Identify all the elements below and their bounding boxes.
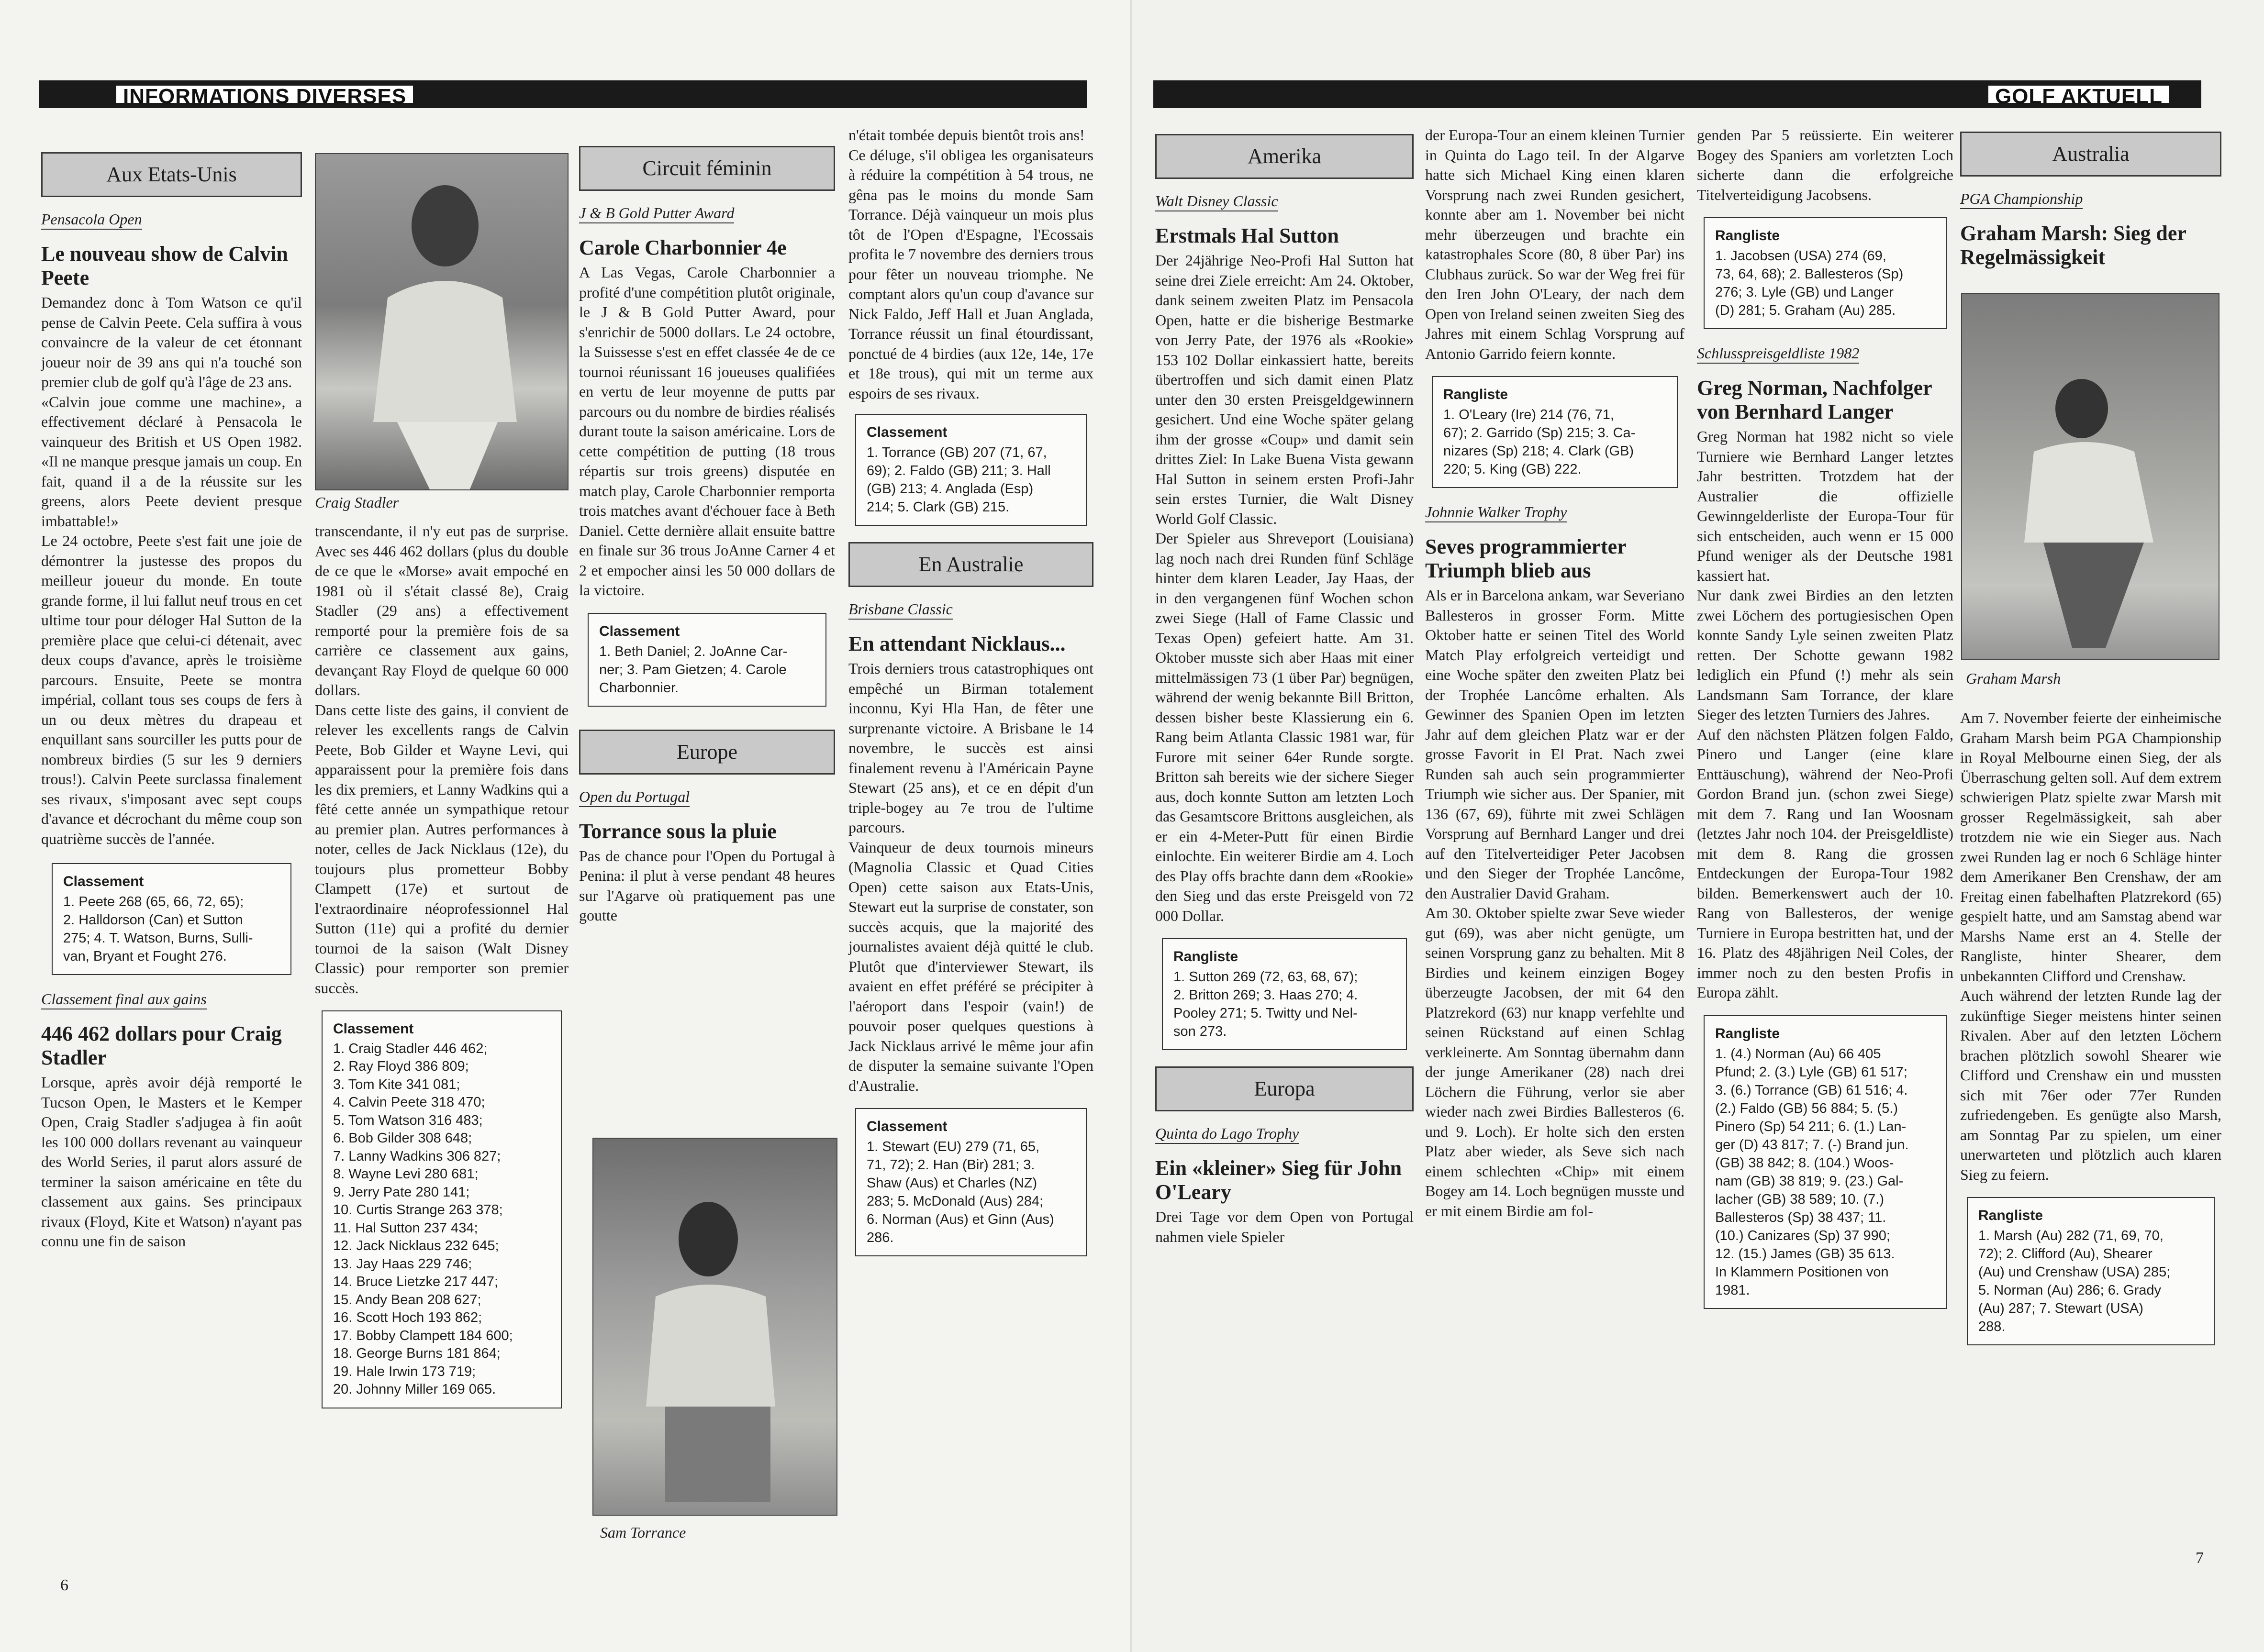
ranking-row: 276; 3. Lyle (GB) und Langer bbox=[1715, 285, 1894, 300]
ranking-row: 10. Curtis Strange 263 378; bbox=[333, 1202, 503, 1218]
paragraph: «Calvin joue comme une machine», a effectivement déclaré à Pensacola le vainqueur des British et US Open 1982. «Il ne manque presque jamais un coup. En fait, quand il a de la réussite sur les greens, alors Peete devient presque imbattable!» bbox=[41, 393, 302, 530]
section-title: GOLF AKTUELL bbox=[1986, 83, 2172, 105]
ranking-row: 1. O'Leary (Ire) 214 (76, 71, bbox=[1443, 407, 1614, 422]
ranking-row: son 273. bbox=[1173, 1024, 1227, 1039]
ranking-box bbox=[1162, 938, 1407, 1050]
photo-craig-stadler bbox=[315, 153, 569, 490]
ranking-row: (GB) 213; 4. Anglada (Esp) bbox=[867, 481, 1034, 497]
ranking-row: 67); 2. Garrido (Sp) 215; 3. Ca- bbox=[1443, 425, 1636, 441]
ranking-row: 288. bbox=[1978, 1319, 2006, 1334]
ranking-row: In Klammern Positionen von bbox=[1715, 1264, 1889, 1280]
paragraph: Nur dank zwei Birdies an den letzten zwei Löchern des portugiesischen Open konnte Sandy Lyle seinen zweiten Platz retten. Der Schotte gewann 1982 lediglich ein Pfund (!) mehr als sein Landsmann Sam Torrance, der klare Sieger des letzten Turniers des Jahres. bbox=[1697, 587, 1953, 723]
ranking-row: (D) 281; 5. Graham (Au) 285. bbox=[1715, 303, 1896, 318]
ranking-row: 8. Wayne Levi 280 681; bbox=[333, 1166, 479, 1182]
ranking-row: 1981. bbox=[1715, 1282, 1750, 1298]
ranking-row: 3. Tom Kite 341 081; bbox=[333, 1076, 460, 1092]
category-label: Brisbane Classic bbox=[848, 599, 953, 620]
paragraph: transcendante, il n'y eut pas de surprise. Avec ses 446 462 dollars (plus du double de ce que le «Morse» avait empoché en 1981 où il s'était classé 8e), Craig Stadler (29 ans) a effectivement remporté pour la première fois de sa carrière ce classement aux gains, devançant Ray Floyd de quelque 60 000 dollars. bbox=[315, 522, 569, 698]
ranking-title: Rangliste bbox=[1715, 1025, 1780, 1042]
region-box: En Australie bbox=[848, 542, 1093, 587]
ranking-box bbox=[1967, 1197, 2215, 1345]
paragraph: Trois derniers trous catastrophiques ont empêché un Birman totalement inconnu, Kyi Hla Han, de fêter une surprenante victoire. A Brisbane le 14 novembre, le succès est ainsi finalement revenu à l'Américain Payne Stewart (25 ans), et ce en dépit d'un triple-bogey au 7e trou de l'ultime parcours. bbox=[848, 660, 1093, 836]
ranking-box bbox=[855, 1108, 1087, 1256]
ranking-row: 1. (4.) Norman (Au) 66 405 bbox=[1715, 1046, 1881, 1062]
ranking-row: 16. Scott Hoch 193 862; bbox=[333, 1310, 482, 1325]
ranking-row: 220; 5. King (GB) 222. bbox=[1443, 462, 1582, 477]
paragraph: n'était tombée depuis bientôt trois ans! bbox=[848, 126, 1085, 144]
ranking-row: 283; 5. McDonald (Aus) 284; bbox=[867, 1194, 1044, 1209]
golfer-silhouette-icon bbox=[593, 1139, 837, 1516]
category-label: Pensacola Open bbox=[41, 210, 142, 230]
ranking-row: 9. Jerry Pate 280 141; bbox=[333, 1184, 470, 1200]
ranking-row: Pinero (Sp) 54 211; 6. (1.) Lan- bbox=[1715, 1119, 1907, 1134]
paragraph: genden Par 5 reüssierte. Ein weiterer Bogey des Spaniers am vorletzten Loch sicherte dann die erfolgreiche Titelverteidigung Jacobsens. bbox=[1697, 126, 1953, 203]
column-1 bbox=[41, 152, 302, 1252]
column-4 bbox=[1960, 132, 2221, 272]
paragraph: Dans cette liste des gains, il convient de relever les excellents rangs de Calvin Peete, Bob Gilder et Wayne Levi, qui apparaissent pour la première fois dans les dix premiers, et Lanny Wadkins qui a fêté cette année un sympathique retour au premier plan. Autres performances à noter, celles de Jack Nicklaus (12e), du toujours plus prometteur Bobby Clampett (17e) et surtout de l'extraordinaire néoprofessionnel Hal Sutton (11e) qui a profité du dernier tournoi de la saison (Walt Disney Classic) pour remporter son premier succès. bbox=[315, 701, 569, 997]
page-number: 7 bbox=[2196, 1549, 2204, 1567]
column-2 bbox=[1425, 125, 1684, 1221]
golfer-silhouette-icon bbox=[316, 154, 569, 490]
ranking-row: 1. Craig Stadler 446 462; bbox=[333, 1041, 488, 1056]
ranking-box bbox=[52, 863, 291, 975]
column-4-body bbox=[1960, 708, 2221, 1345]
paragraph: Als er in Barcelona ankam, war Severiano Ballesteros in grosser Form. Mitte Oktober hatte er seinen Titel des World Match Play erfolgreich verteidigt und eine Woche später den zweiten Platz bei der Trophée Lancôme erhalten. Als Gewinner des Spanien Open im letzten Jahr auf dem gleichen Platz war er der grosse Favorit in El Prat. Nach zwei Runden sah auch sein programmierter Triumph wie sicher aus. Der Spanier, mit 136 (67, 69), führte mit zwei Schlägen Vorsprung auf Bernhard Langer und drei auf den Titelverteidiger Peter Jacobsen und den Sieger der Trophée Lancôme, den Australier David Graham. bbox=[1425, 587, 1684, 902]
ranking-row: Pooley 271; 5. Twitty und Nel- bbox=[1173, 1006, 1358, 1021]
ranking-row: 214; 5. Clark (GB) 215. bbox=[867, 499, 1010, 515]
ranking-row: nizares (Sp) 218; 4. Clark (GB) bbox=[1443, 443, 1634, 459]
ranking-row: Pfund; 2. (3.) Lyle (GB) 61 517; bbox=[1715, 1064, 1907, 1080]
headline: Graham Marsh: Sieg der Regelmässigkeit bbox=[1960, 222, 2186, 269]
ranking-row: 12. Jack Nicklaus 232 645; bbox=[333, 1238, 499, 1253]
ranking-box bbox=[1704, 217, 1947, 329]
headline: Torrance sous la pluie bbox=[579, 819, 777, 843]
region-box: Europe bbox=[579, 730, 835, 775]
region-box: Circuit féminin bbox=[579, 146, 835, 191]
category-label: Quinta do Lago Trophy bbox=[1155, 1124, 1299, 1144]
ranking-row: 4. Calvin Peete 318 470; bbox=[333, 1095, 485, 1110]
column-4 bbox=[848, 125, 1093, 1256]
ranking-row: 14. Bruce Lietzke 217 447; bbox=[333, 1274, 499, 1289]
ranking-title: Classement bbox=[63, 874, 144, 889]
ranking-title: Classement bbox=[867, 424, 948, 440]
paragraph: Demandez donc à Tom Watson ce qu'il pense de Calvin Peete. Cela suffira à vous convaincre de la valeur de cet étonnant joueur noir de 39 ans qui n'a touché son premier club de golf qu'à l'âge de 23 ans. bbox=[41, 294, 302, 390]
paragraph: Greg Norman hat 1982 nicht so viele Turniere wie Bernhard Langer letztes Jahr bestritten. Trotzdem hat der Australier die offizielle Gewinngelderliste der Europa-Tour für sich entscheiden, auch wenn er 15 000 Pfund weniger als der Deutsche 1981 kassiert hat. bbox=[1697, 428, 1953, 584]
ranking-row: Ballesteros (Sp) 38 437; 11. bbox=[1715, 1209, 1886, 1225]
ranking-row: nam (GB) 38 819; 9. (23.) Gal- bbox=[1715, 1173, 1904, 1189]
headline: Seves programmierter Triumph blieb aus bbox=[1425, 535, 1626, 582]
paragraph: Pas de chance pour l'Open du Portugal à Penina: il plut à verse pendant 48 heures sur l'Agarve où pratiquement pas une goutte bbox=[579, 847, 835, 924]
ranking-row: 19. Hale Irwin 173 719; bbox=[333, 1364, 476, 1379]
headline: Erstmals Hal Sutton bbox=[1155, 224, 1339, 247]
category-label: Open du Portugal bbox=[579, 787, 690, 807]
photo-caption: Craig Stadler bbox=[315, 494, 399, 511]
column-2 bbox=[315, 521, 569, 1408]
ranking-title: Classement bbox=[867, 1119, 948, 1134]
ranking-row: 6. Bob Gilder 308 648; bbox=[333, 1131, 472, 1146]
ranking-row: 5. Norman (Au) 286; 6. Grady bbox=[1978, 1283, 2161, 1298]
headline: Carole Charbonnier 4e bbox=[579, 236, 787, 259]
ranking-row: 1. Torrance (GB) 207 (71, 67, bbox=[867, 445, 1047, 460]
ranking-row: 2. Ray Floyd 386 809; bbox=[333, 1059, 469, 1074]
ranking-row: (2.) Faldo (GB) 56 884; 5. (5.) bbox=[1715, 1100, 1898, 1116]
ranking-row: 13. Jay Haas 229 746; bbox=[333, 1256, 472, 1272]
ranking-row: van, Bryant et Fought 276. bbox=[63, 949, 227, 964]
ranking-row: (GB) 38 842; 8. (104.) Woos- bbox=[1715, 1155, 1894, 1171]
ranking-title: Classement bbox=[333, 1021, 414, 1037]
ranking-row: 3. (6.) Torrance (GB) 61 516; 4. bbox=[1715, 1082, 1908, 1098]
ranking-title: Rang​liste bbox=[1443, 387, 1508, 402]
paragraph: Lorsque, après avoir déjà remporté le Tucson Open, le Masters et le Kemper Open, Craig Stadler s'adjugea à fin août les 100 000 dollars revenant au vainqueur des World Series, il parut alors assuré de terminer la saison américaine en tête du classement aux gains. Ses principaux rivaux (Floyd, Kite et Watson) n'ayant pas connu une fin de saison bbox=[41, 1074, 302, 1250]
headline: Le nouveau show de Calvin Peete bbox=[41, 242, 288, 289]
paragraph: Am 30. Oktober spielte zwar Seve wieder gut (69), was aber nicht genügte, um seinen Vorsprung ganz zu behalten. Mit 8 Birdies und keinem einzigen Bogey überzeugte Jacobsen, der mit 64 den Platzrekord (63) nur knapp verfehlte und seinen Rückstand auf einen Schlag verkleinerte. Am Sonntag übernahm dann der junge Amerikaner (28) nach drei Löchern die Führung, verlor sie aber wieder nach zwei Birdies Ballesteros (6. und 9. Loch). Er holte sich den ersten Platz aber wieder, als Seve sich nach einem schlechten «Chip» mit einem Bogey am 14. Loch begnügen musste und er mit einem Birdie am fol- bbox=[1425, 904, 1684, 1220]
ranking-row: 6. Norman (Aus) et Ginn (Aus) bbox=[867, 1212, 1054, 1227]
ranking-row: 17. Bobby Clampett 184 600; bbox=[333, 1328, 513, 1343]
ranking-row: 1. Marsh (Au) 282 (71, 69, 70, bbox=[1978, 1228, 2164, 1243]
category-label: J & B Gold Putter Award bbox=[579, 203, 734, 223]
ranking-row: 71, 72); 2. Han (Bir) 281; 3. bbox=[867, 1157, 1035, 1173]
paragraph: Der Spieler aus Shreveport (Louisiana) lag noch nach drei Runden fünf Schläge hinter dem klaren Leader, Jay Haas, der in den vergangenen fünf Wochen schon zwei Siege (Hall of Fame Classic und Texas Open) gefeiert hatte. Am 31. Oktober musste sich aber Haas mit einer mittelmässigen 73 (1 über Par) begnügen, während der wenig bekannte Bill Britton, dessen bisher beste Klassierung ein 6. Rang beim Atlanta Classic 1981 war, für Furore mit seiner 64er Runde sorgte. Britton sah bereits wie der sichere Sieger aus, doch konnte Sutton am letzten Loch das Gesamtscore Brittons ausgleichen, als er ein 4-Meter-Putt für einen Birdie einlochte. Ein weiterer Birdie am 4. Loch des Play offs brachte dann dem «Rookie» den Sieg und das erste Preisgeld von 72 000 Dollar. bbox=[1155, 530, 1414, 924]
category-label: Johnnie Walker Trophy bbox=[1425, 502, 1567, 522]
ranking-box bbox=[1432, 376, 1678, 488]
ranking-row: 20. Johnny Miller 169 065. bbox=[333, 1382, 496, 1397]
ranking-row: (10.) Canizares (Sp) 37 990; bbox=[1715, 1228, 1890, 1243]
category-label: Walt Disney Classic bbox=[1155, 191, 1278, 211]
ranking-row: 18. George Burns 181 864; bbox=[333, 1346, 501, 1361]
paragraph: A Las Vegas, Carole Charbonnier a profité d'une compétition plutôt originale, le J & B Gold Putter Award, pour s'enrichir de 5000 dollars. Le 24 octobre, la Suissesse s'est en effet classée 4e de ce tournoi réunissant 16 joueuses qualifiées en vertu de leur moyenne de putts par parcours ou du nombre de birdies réalisés durant toute la saison américaine. Lors de cette compétition de putting (18 trous répartis sur trois greens) disputée en match play, Carole Charbonnier remporta trois matches avant d'échouer face à Beth Daniel. Cette dernière allait ensuite battre en finale sur 36 trous JoAnne Carner 4 et 2 et empocher ainsi les 50 000 dollars de la victoire. bbox=[579, 264, 835, 599]
photo-caption: Sam Torrance bbox=[600, 1524, 686, 1541]
region-box: Aux Etats-Unis bbox=[41, 152, 302, 197]
ranking-row: 2. Britton 269; 3. Haas 270; 4. bbox=[1173, 987, 1358, 1003]
category-label: Classement final aux gains bbox=[41, 989, 207, 1009]
paragraph: Drei Tage vor dem Open von Portugal nahmen viele Spieler bbox=[1155, 1208, 1414, 1245]
section-header-bar bbox=[1153, 80, 2201, 108]
ranking-row: Shaw (Aus) et Charles (NZ) bbox=[867, 1175, 1037, 1191]
ranking-row: 1. Stewart (EU) 279 (71, 65, bbox=[867, 1139, 1040, 1154]
paragraph: Auf den nächsten Plätzen folgen Faldo, Pinero und Langer (eine klare Enttäuschung), während der Neo-Profi Gordon Brand jun. (schon zwei Siege) mit dem 7. Rang und Ian Woosnam (letztes Jahr noch 104. der Preisgeldliste) mit dem 8. Rang die grossen Entdeckungen der Europa-Tour 1982 bilden. Bemerkenswert auch der 10. Rang von Ballesteros, der wenige Turniere in Europa bestritten hat, und der 16. Platz des 48jährigen Neil Coles, der immer noch zu den besten Profis in Europa zählt. bbox=[1697, 725, 1953, 1001]
section-header-bar bbox=[39, 80, 1087, 108]
ranking-row: 12. (15.) James (GB) 35 613. bbox=[1715, 1246, 1895, 1262]
ranking-box bbox=[322, 1010, 562, 1408]
ranking-box bbox=[1704, 1015, 1947, 1309]
ranking-row: 69); 2. Faldo (GB) 211; 3. Hall bbox=[867, 463, 1051, 478]
column-3 bbox=[579, 146, 835, 926]
ranking-row: 275; 4. T. Watson, Burns, Sulli- bbox=[63, 931, 253, 946]
ranking-row: (Au) 287; 7. Stewart (USA) bbox=[1978, 1301, 2143, 1316]
category-label: PGA Championship bbox=[1960, 189, 2083, 209]
column-3 bbox=[1697, 125, 1953, 1309]
ranking-row: 15. Andy Bean 208 627; bbox=[333, 1292, 481, 1308]
ranking-row: (Au) und Crenshaw (USA) 285; bbox=[1978, 1264, 2171, 1280]
photo-sam-torrance bbox=[592, 1138, 837, 1516]
ranking-row: lacher (GB) 38 589; 10. (7.) bbox=[1715, 1191, 1884, 1207]
paragraph: Auch während der letzten Runde lag der zukünftige Sieger meistens hinter seinen Rivalen. Aber auf den letzten Löchern brachen plötzlich sowohl Shearer wie Clifford und Crenshaw ein und mussten sich mit 76er oder 77er Runden zufriedengeben. Es genügte also Marsh, am Sonntag Par zu spielen, um einer unerwarteten und plötzlich auch klaren Sieg zu feiern. bbox=[1960, 987, 2221, 1183]
ranking-title: Rangliste bbox=[1978, 1208, 2043, 1223]
column-1 bbox=[1155, 134, 1414, 1247]
ranking-row: 2. Halldorson (Can) et Sutton bbox=[63, 912, 243, 928]
ranking-row: 11. Hal Sutton 237 434; bbox=[333, 1220, 478, 1236]
ranking-title: Classement bbox=[599, 623, 680, 639]
ranking-title: Rangliste bbox=[1173, 949, 1238, 965]
photo-graham-marsh bbox=[1961, 293, 2219, 660]
paragraph: Le 24 octobre, Peete s'est fait une joie de démontrer la justesse des propos du meilleur joueur du monde. En toute grande forme, il lui fallut neuf trous en cet ultime tour pour déloger Hal Sutton de la première place que celui-ci détenait, avec deux coups d'avance, après le troisième parcours. Ensuite, Peete se montra impérial, collant tous ses coups de fers à un ou deux mètres du drapeau et enquillant sans sourciller les putts pour de nombreux birdies (5 sur les 9 derniers trous!). Calvin Peete surclassa finalement ses rivaux, s'imposant avec sept coups d'avance et décrochant du même coup son quatrième succès de l'année. bbox=[41, 532, 302, 847]
paragraph: Am 7. November feierte der einheimische Graham Marsh beim PGA Championship in Royal Melbourne einen Sieg, der als Überraschung gelten soll. Auf dem extrem schwierigen Platz spielte zwar Marsh mit grosser Regelmässigkeit, sah aber trotzdem nie wie ein Sieger aus. Nach zwei Runden lag er noch 6 Schläge hinter dem Amerikaner Ben Crenshaw, der am Freitag einen fabelhaften Platzrekord (65) gespielt hatte, und am Samstag abend war Marshs Name erst an 4. Stelle der Rangliste, hinter Shearer, dem unbekannten Clifford und Crenshaw. bbox=[1960, 709, 2221, 985]
ranking-title: Rangliste bbox=[1715, 228, 1780, 244]
ranking-row: 1. Sutton 269 (72, 63, 68, 67); bbox=[1173, 969, 1358, 985]
region-box: Europa bbox=[1155, 1066, 1414, 1111]
ranking-row: 7. Lanny Wadkins 306 827; bbox=[333, 1148, 501, 1164]
ranking-row: 1. Beth Daniel; 2. JoAnne Car- bbox=[599, 643, 788, 659]
category-label: Schlusspreisgeldliste 1982 bbox=[1697, 344, 1859, 364]
headline: En attendant Nicklaus... bbox=[848, 632, 1066, 655]
headline: Ein «kleiner» Sieg für John O'Leary bbox=[1155, 1156, 1402, 1204]
paragraph: Ce déluge, s'il obligea les organisateurs à réduire la compétition à 54 trous, ne gêna pas le moins du monde Sam Torrance. Déjà vainqueur un mois plus tôt de l'Open d'Espagne, l'Ecossais profita le 7 novembre des derniers trous pour fêter un nouveau triomphe. Ne comptant alors qu'un coup d'avance sur Nick Faldo, Jeff Hall et Juan Anglada, Torrance réussit un final étourdissant, ponctué de 4 birdies (aux 12e, 14e, 17e et 18e trous), qui mit un terme aux espoirs de ses rivaux. bbox=[848, 146, 1093, 402]
photo-caption: Graham Marsh bbox=[1966, 670, 2061, 687]
ranking-row: 5. Tom Watson 316 483; bbox=[333, 1112, 483, 1128]
headline: Greg Norman, Nachfolger von Bernhard Langer bbox=[1697, 376, 1932, 423]
ranking-row: 1. Jacobsen (USA) 274 (69, bbox=[1715, 248, 1886, 264]
section-title: INFORMATIONS DIVERSES bbox=[114, 83, 415, 105]
ranking-row: 72); 2. Clifford (Au), Shearer bbox=[1978, 1246, 2152, 1262]
ranking-row: 1. Peete 268 (65, 66, 72, 65); bbox=[63, 894, 244, 909]
ranking-box bbox=[855, 414, 1087, 526]
page-number: 6 bbox=[60, 1576, 68, 1594]
ranking-row: ger (D) 43 817; 7. (-) Brand jun. bbox=[1715, 1137, 1909, 1153]
ranking-row: 73, 64, 68); 2. Ballesteros (Sp) bbox=[1715, 266, 1904, 282]
region-box: Amerika bbox=[1155, 134, 1414, 179]
region-box: Australia bbox=[1960, 132, 2221, 177]
ranking-row: Charbonnier. bbox=[599, 680, 679, 696]
paragraph: Der 24jährige Neo-Profi Hal Sutton hat seine drei Ziele erreicht: Am 24. Oktober, dank seinem zweiten Platz im Pensacola Open, hatte er die bisherige Bestmarke von Jerry Pate, der 1976 als «Rookie» 153 102 Dollar einkassiert hatte, bereits übertroffen und sich damit einen Platz unter den 30 ersten Preisgeldgewinnern gesichert. Und eine Woche später gelang ihm der grosse «Coup» und damit sein drittes Ziel: In Lake Buena Vista gewann Hal Sutton in seinem ersten Profi-Jahr sein erstes Turnier, die Walt Disney World Golf Classic. bbox=[1155, 252, 1414, 527]
ranking-box bbox=[588, 613, 826, 707]
right-page bbox=[1132, 0, 2264, 1652]
ranking-row: ner; 3. Pam Gietzen; 4. Carole bbox=[599, 662, 787, 677]
ranking-row: 286. bbox=[867, 1230, 894, 1245]
headline: 446 462 dollars pour Craig Stadler bbox=[41, 1022, 282, 1069]
paragraph: der Europa-Tour an einem kleinen Turnier in Quinta do Lago teil. In der Algarve hatte sich Michael King einen klaren Vorsprung nach zwei Runden gesichert, konnte aber am 1. November bei nicht mehr überzeugen und brachte ein katastrophales Score (80, 8 über Par) ins Clubhaus zurück. So war der Weg frei für den Iren John O'Leary, der nach dem Open von Ireland seinen zweiten Sieg des Jahres mit einem Schlag Vorsprung auf Antonio Garrido feiern konnte. bbox=[1425, 126, 1684, 362]
paragraph: Vainqueur de deux tournois mineurs (Magnolia Classic et Quad Cities Open) cette saison aux Etats-Unis, Stewart eut la surprise de constater, son succès acquis, que la majorité des journalistes avaient déjà quitté le club. Plutôt que d'interviewer Stewart, ils avaient en effet préféré se précipiter à l'aéroport dans l'espoir (vain!) de pouvoir poser quelques questions à Jack Nicklaus arrivé le même jour afin de disputer la semaine suivante l'Open d'Australie. bbox=[848, 838, 1093, 1094]
golfer-silhouette-icon bbox=[1962, 294, 2219, 660]
